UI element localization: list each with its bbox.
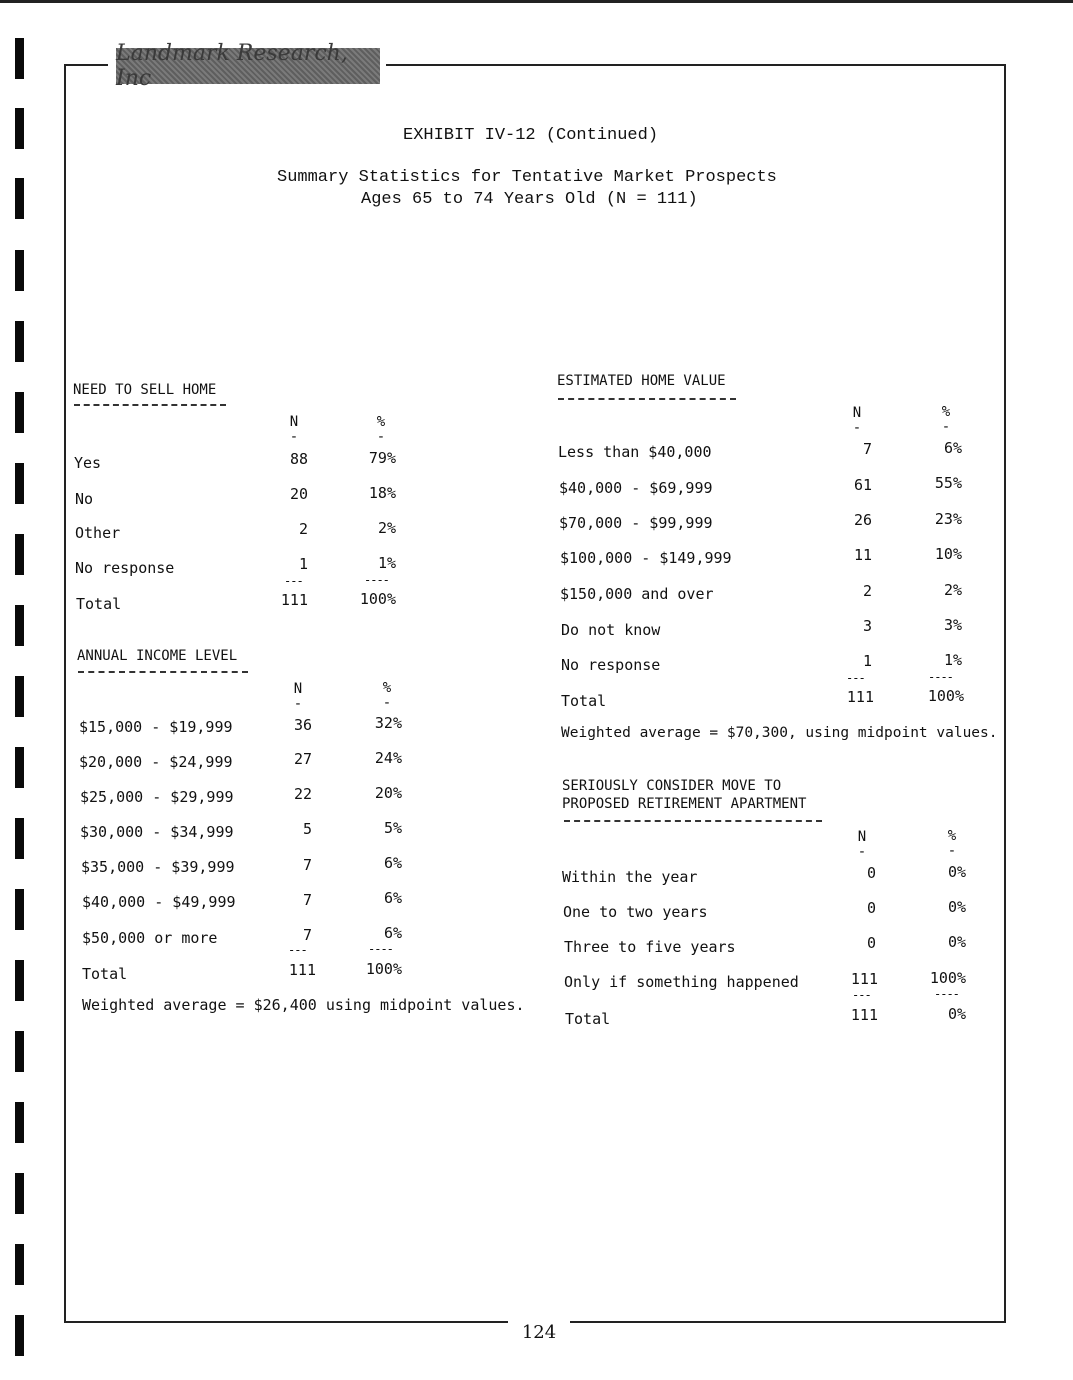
binder-hole [15, 108, 24, 149]
row-label: $50,000 or more [82, 929, 218, 947]
row-n: 111 [850, 970, 878, 988]
row-pct: 18% [368, 484, 396, 502]
heading-underline [74, 404, 226, 406]
row-pct: 5% [383, 819, 402, 837]
exhibit-label: EXHIBIT IV-12 (Continued) [403, 126, 659, 145]
column-header-n: N [857, 829, 867, 845]
column-header-dash: - [382, 695, 392, 711]
binder-hole [15, 321, 24, 362]
column-header-n: N [289, 414, 299, 430]
binder-hole [15, 178, 24, 219]
row-pct: 23% [934, 510, 962, 528]
binder-hole [15, 960, 24, 1001]
heading-underline [564, 820, 822, 822]
column-header-n: N [293, 681, 303, 697]
column-header-dash: - [857, 844, 867, 860]
column-header-pct: % [941, 404, 951, 420]
company-logo [116, 41, 380, 91]
row-label: $100,000 - $149,999 [560, 549, 732, 567]
row-label: Only if something happened [564, 973, 799, 991]
row-pct: 6% [383, 924, 402, 942]
total-rule: ---- [934, 987, 959, 1001]
row-n: 22 [293, 785, 312, 803]
row-n: 7 [302, 891, 312, 909]
total-rule: ---- [368, 942, 393, 956]
total-pct: 100% [927, 687, 964, 705]
total-pct: 100% [359, 590, 396, 608]
total-rule: --- [846, 671, 865, 685]
column-header-dash: - [376, 429, 386, 445]
binder-hole [15, 1102, 24, 1143]
section-heading: ANNUAL INCOME LEVEL [77, 648, 238, 664]
total-rule: --- [852, 988, 871, 1002]
total-rule: --- [284, 574, 303, 588]
binder-hole [15, 38, 24, 79]
row-label: No response [561, 656, 661, 674]
weighted-average-note: Weighted average = $70,300, using midpoint values. [561, 725, 998, 741]
page-subtitle: Ages 65 to 74 Years Old (N = 111) [361, 190, 698, 209]
binder-hole [15, 392, 24, 433]
row-n: 7 [302, 926, 312, 944]
row-n: 1 [298, 555, 308, 573]
row-pct: 0% [947, 898, 966, 916]
row-n: 0 [866, 934, 876, 952]
binder-hole [15, 747, 24, 788]
row-label: $150,000 and over [560, 585, 714, 603]
section-heading: PROPOSED RETIREMENT APARTMENT [562, 796, 807, 812]
binder-hole [15, 463, 24, 504]
column-header-pct: % [947, 828, 957, 844]
row-label: Other [75, 524, 121, 542]
row-pct: 24% [374, 749, 402, 767]
row-pct: 20% [374, 784, 402, 802]
section-heading: SERIOUSLY CONSIDER MOVE TO [562, 778, 782, 794]
total-label: Total [82, 965, 128, 983]
heading-underline [78, 671, 248, 673]
page-number: 124 [521, 1322, 557, 1343]
row-label: No [75, 490, 94, 508]
total-rule: ---- [928, 670, 953, 684]
row-label: $30,000 - $34,999 [80, 823, 234, 841]
row-label: $35,000 - $39,999 [81, 858, 235, 876]
total-rule: ---- [364, 573, 389, 587]
row-pct: 10% [934, 545, 962, 563]
row-pct: 55% [934, 474, 962, 492]
row-n: 2 [862, 582, 872, 600]
row-n: 36 [293, 716, 312, 734]
row-n: 61 [853, 476, 872, 494]
row-label: Less than $40,000 [558, 443, 712, 461]
row-n: 5 [302, 820, 312, 838]
row-pct: 100% [929, 969, 966, 987]
section-heading: NEED TO SELL HOME [73, 382, 217, 398]
binder-hole [15, 534, 24, 575]
section-heading: ESTIMATED HOME VALUE [557, 373, 726, 389]
binder-hole [15, 1244, 24, 1285]
row-n: 1 [862, 652, 872, 670]
row-pct: 2% [943, 581, 962, 599]
binder-hole [15, 1173, 24, 1214]
row-n: 0 [866, 864, 876, 882]
row-pct: 1% [943, 651, 962, 669]
weighted-average-note: Weighted average = $26,400 using midpoint values. [82, 996, 525, 1014]
row-label: Do not know [561, 621, 661, 639]
column-header-dash: - [941, 419, 951, 435]
row-label: Within the year [562, 868, 698, 886]
row-pct: 32% [374, 714, 402, 732]
row-n: 7 [302, 856, 312, 874]
page-top-edge [0, 0, 1073, 3]
row-n: 11 [853, 546, 872, 564]
row-pct: 6% [383, 854, 402, 872]
heading-underline [558, 398, 736, 400]
row-n: 0 [866, 899, 876, 917]
row-n: 20 [289, 485, 308, 503]
total-rule: --- [288, 943, 307, 957]
total-label: Total [565, 1010, 611, 1028]
row-label: Yes [74, 454, 102, 472]
total-pct: 100% [365, 960, 402, 978]
row-label: $15,000 - $19,999 [79, 718, 233, 736]
total-label: Total [76, 595, 122, 613]
row-label: $40,000 - $49,999 [82, 893, 236, 911]
total-n: 111 [846, 688, 874, 706]
row-label: $70,000 - $99,999 [559, 514, 713, 532]
row-pct: 1% [377, 554, 396, 572]
total-label: Total [561, 692, 607, 710]
binder-hole [15, 605, 24, 646]
total-n: 111 [850, 1006, 878, 1024]
column-header-dash: - [852, 420, 862, 436]
row-n: 26 [853, 511, 872, 529]
column-header-dash: - [289, 429, 299, 445]
row-n: 3 [862, 617, 872, 635]
row-pct: 79% [368, 449, 396, 467]
column-header-pct: % [382, 680, 392, 696]
binder-holes [15, 38, 24, 1378]
column-header-dash: - [947, 843, 957, 859]
row-pct: 2% [377, 519, 396, 537]
total-n: 111 [288, 961, 316, 979]
binder-hole [15, 676, 24, 717]
binder-hole [15, 1315, 24, 1356]
page-title: Summary Statistics for Tentative Market Prospects [277, 168, 777, 187]
binder-hole [15, 1031, 24, 1072]
row-n: 88 [289, 450, 308, 468]
total-n: 111 [280, 591, 308, 609]
binder-hole [15, 250, 24, 291]
row-label: $40,000 - $69,999 [559, 479, 713, 497]
column-header-n: N [852, 405, 862, 421]
row-label: $25,000 - $29,999 [80, 788, 234, 806]
row-pct: 6% [383, 889, 402, 907]
row-pct: 6% [943, 439, 962, 457]
row-label: One to two years [563, 903, 708, 921]
logo-text: Landmark Research, Inc [116, 41, 348, 91]
column-header-pct: % [376, 414, 386, 430]
row-label: No response [75, 559, 175, 577]
total-pct: 0% [947, 1005, 966, 1023]
row-pct: 3% [943, 616, 962, 634]
column-header-dash: - [293, 696, 303, 712]
binder-hole [15, 889, 24, 930]
row-label: Three to five years [564, 938, 736, 956]
binder-hole [15, 818, 24, 859]
row-n: 2 [298, 520, 308, 538]
row-n: 27 [293, 750, 312, 768]
row-n: 7 [862, 440, 872, 458]
row-pct: 0% [947, 933, 966, 951]
row-label: $20,000 - $24,999 [79, 753, 233, 771]
row-pct: 0% [947, 863, 966, 881]
